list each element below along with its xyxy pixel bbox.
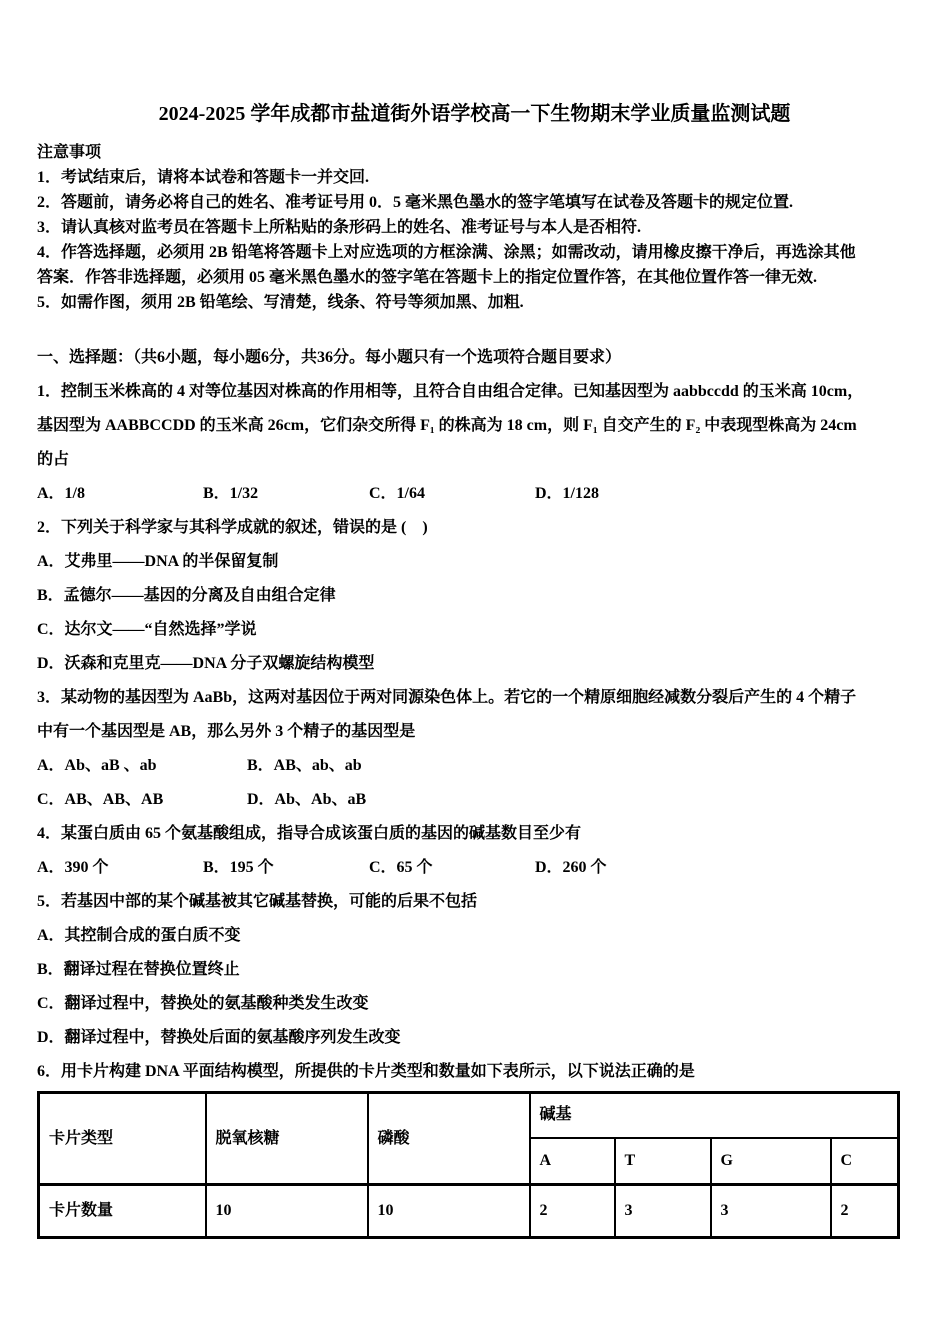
notice-line-4: 4．作答选择题，必须用 2B 铅笔将答题卡上对应选项的方框涂满、涂黑；如需改动，请用橡皮擦干净后，再选涂其他 — [37, 244, 856, 261]
question-3-stem-line-2: 中有一个基因型是 AB，那么另外 3 个精子的基因型是 — [37, 723, 416, 740]
option-c: C．65 个 — [369, 859, 433, 876]
table-header-card-type: 卡片类型 — [39, 1093, 206, 1185]
question-2 — [37, 511, 912, 681]
table-header-base-t: T — [615, 1138, 711, 1185]
table-row — [39, 1185, 899, 1238]
question-4 — [37, 817, 912, 885]
option-a: A．艾弗里——DNA 的半保留复制 — [37, 553, 279, 570]
question-1 — [37, 375, 912, 511]
section-heading: 一、选择题：（共6小题，每小题6分，共36分。每小题只有一个选项符合题目要求） — [37, 349, 622, 366]
table-header-phosphate: 磷酸 — [368, 1093, 530, 1185]
option-b: B．AB、ab、ab — [247, 757, 362, 774]
question-3-options-row-1 — [37, 749, 912, 783]
option-d: D．1/128 — [535, 485, 600, 502]
notice-line-4-wrap: 答案．作答非选择题，必须用 05 毫米黑色墨水的签字笔在答题卡上的指定位置作答，在其他位置作答一律无效. — [37, 269, 818, 286]
option-b: B．翻译过程在替换位置终止 — [37, 961, 240, 978]
option-d: D．翻译过程中，替换处后面的氨基酸序列发生改变 — [37, 1029, 401, 1046]
question-2-stem: 2．下列关于科学家与其科学成就的叙述，错误的是 ( ) — [37, 519, 428, 536]
choice-question-section — [37, 341, 912, 1239]
table-header-base-c: C — [831, 1138, 899, 1185]
question-3-options-row-2 — [37, 783, 912, 817]
option-b: B．1/32 — [203, 485, 259, 502]
table-cell-c-count: 2 — [831, 1185, 899, 1238]
notice-section — [37, 140, 912, 315]
notice-line-2: 2．答题前，请务必将自己的姓名、准考证号用 0．5 毫米黑色墨水的签字笔填写在试卷及答题卡的规定位置. — [37, 194, 794, 211]
option-b: B．195 个 — [203, 859, 274, 876]
notice-line-1: 1．考试结束后，请将本试卷和答题卡一并交回. — [37, 169, 370, 186]
page-title: 2024-2025 学年成都市盐道街外语学校高一下生物期末学业质量监测试题 — [158, 103, 791, 125]
option-c: C．翻译过程中，替换处的氨基酸种类发生改变 — [37, 995, 369, 1012]
notice-heading: 注意事项 — [37, 144, 102, 161]
option-d: D．260 个 — [535, 859, 607, 876]
option-c: C．达尔文——“自然选择”学说 — [37, 621, 257, 638]
dna-card-table — [37, 1091, 900, 1239]
question-1-stem-line-3: 的占 — [37, 451, 70, 468]
notice-line-5: 5．如需作图，须用 2B 铅笔绘、写清楚，线条、符号等须加黑、加粗. — [37, 294, 524, 311]
question-1-options — [37, 477, 912, 511]
option-d: D．Ab、Ab、aB — [247, 791, 367, 808]
question-3 — [37, 681, 912, 817]
table-header-deoxyribose: 脱氧核糖 — [206, 1093, 368, 1185]
question-5-stem: 5．若基因中部的某个碱基被其它碱基替换，可能的后果不包括 — [37, 893, 478, 910]
table-header-bases: 碱基 — [530, 1093, 899, 1138]
question-6 — [37, 1055, 912, 1239]
table-cell-deoxyribose-count: 10 — [206, 1185, 368, 1238]
question-4-options — [37, 851, 912, 885]
question-1-stem-line-1: 1．控制玉米株高的 4 对等位基因对株高的作用相等，且符合自由组合定律。已知基因型为 aabbccdd 的玉米高 10cm， — [37, 383, 864, 400]
table-cell-phosphate-count: 10 — [368, 1185, 530, 1238]
question-6-stem: 6．用卡片构建 DNA 平面结构模型，所提供的卡片类型和数量如下表所示，以下说法正确的是 — [37, 1063, 695, 1080]
option-a: A．1/8 — [37, 485, 86, 502]
question-4-stem: 4．某蛋白质由 65 个氨基酸组成，指导合成该蛋白质的基因的碱基数目至少有 — [37, 825, 582, 842]
option-a: A．其控制合成的蛋白质不变 — [37, 927, 241, 944]
table-cell-a-count: 2 — [530, 1185, 615, 1238]
notice-line-3: 3．请认真核对监考员在答题卡上所粘贴的条形码上的姓名、准考证号与本人是否相符. — [37, 219, 642, 236]
option-a: A．390 个 — [37, 859, 109, 876]
table-header-base-g: G — [711, 1138, 831, 1185]
table-cell-g-count: 3 — [711, 1185, 831, 1238]
table-cell-t-count: 3 — [615, 1185, 711, 1238]
question-3-stem-line-1: 3．某动物的基因型为 AaBb，这两对基因位于两对同源染色体上。若它的一个精原细胞经减数分裂后产生的 4 个精子 — [37, 689, 857, 706]
option-c: C．1/64 — [369, 485, 426, 502]
option-b: B．孟德尔——基因的分离及自由组合定律 — [37, 587, 336, 604]
table-header-base-a: A — [530, 1138, 615, 1185]
option-a: A．Ab、aB 、ab — [37, 757, 157, 774]
question-1-stem-line-2: 基因型为 AABBCCDD 的玉米高 26cm，它们杂交所得 F₁ 的株高为 18 cm，则 F₁ 自交产生的 F₂ 中表现型株高为 24cm — [37, 417, 857, 434]
question-5 — [37, 885, 912, 1055]
table-row-label: 卡片数量 — [39, 1185, 206, 1238]
option-d: D．沃森和克里克——DNA 分子双螺旋结构模型 — [37, 655, 375, 672]
option-c: C．AB、AB、AB — [37, 791, 164, 808]
